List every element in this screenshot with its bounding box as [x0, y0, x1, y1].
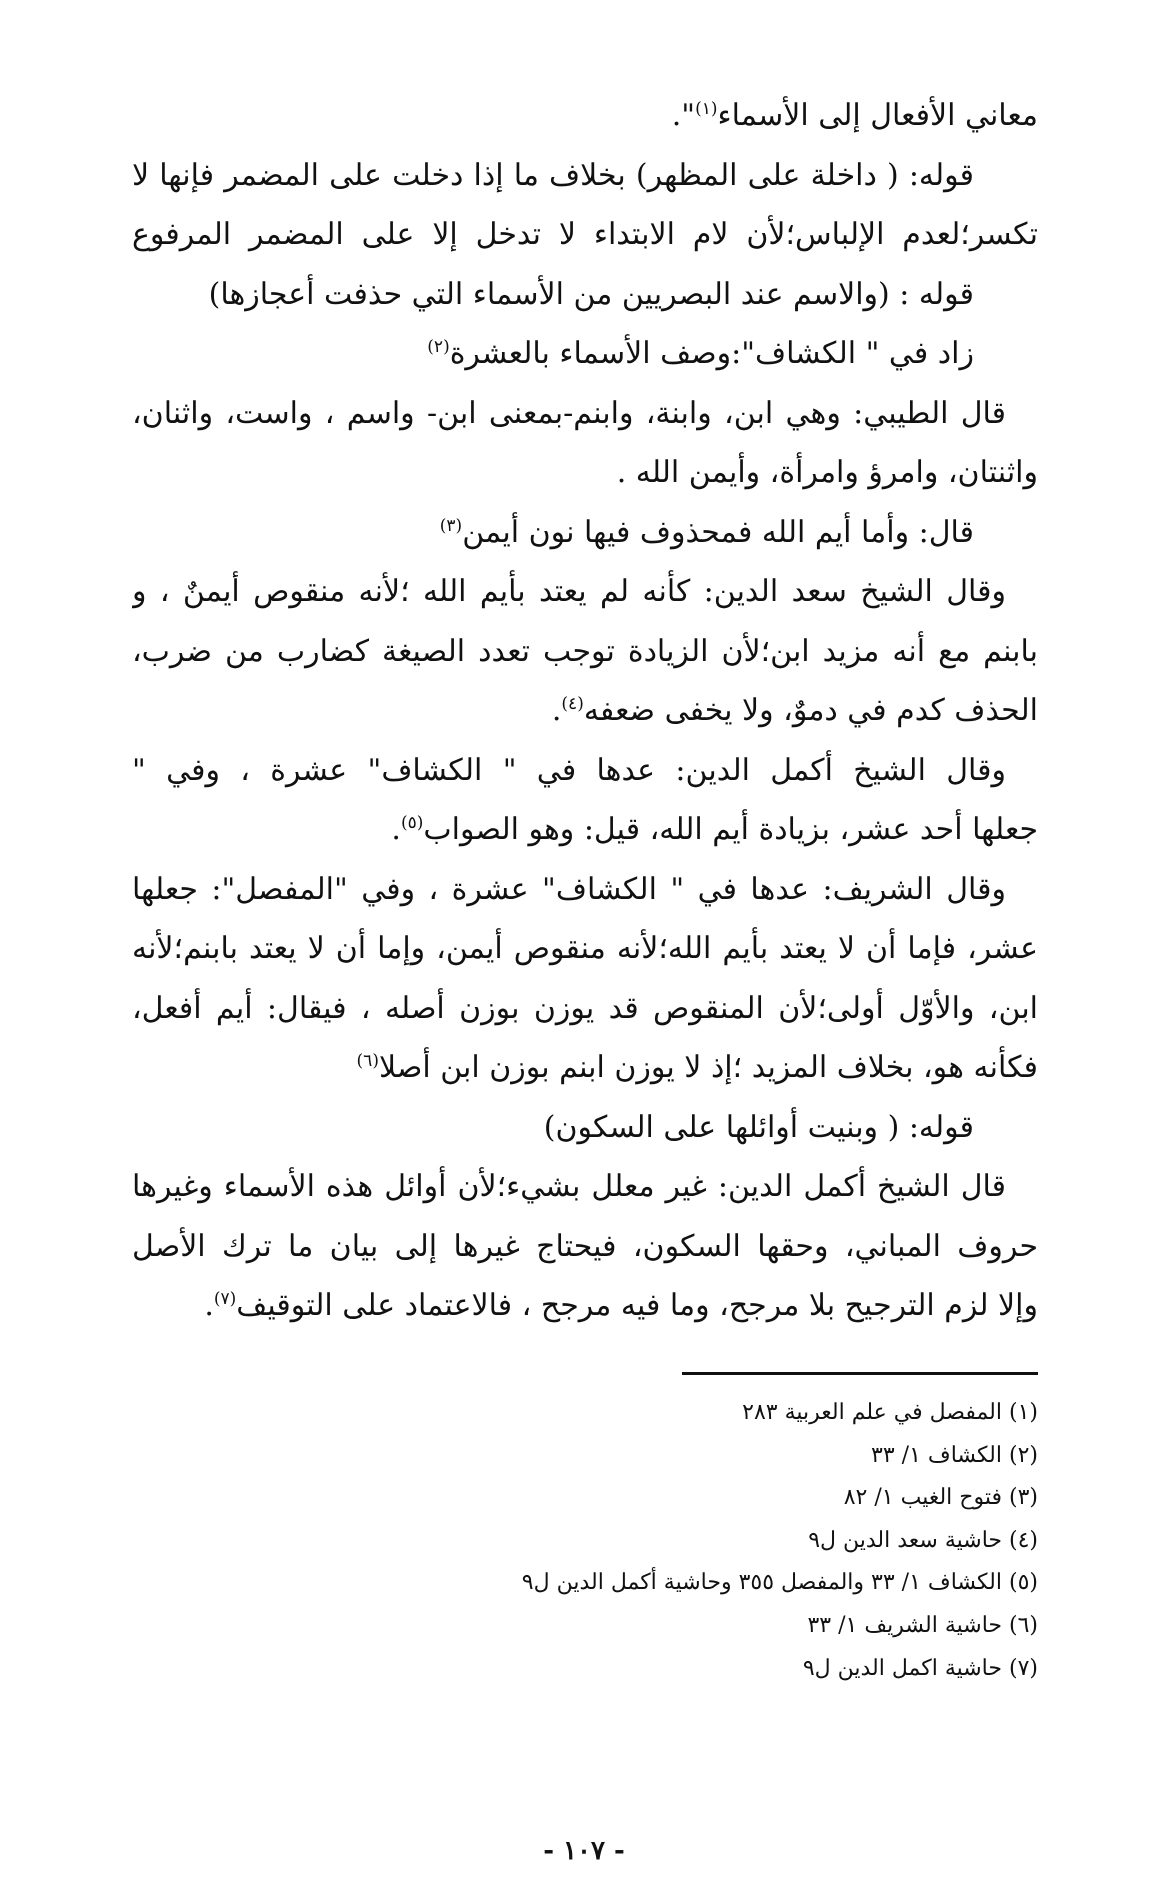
- text-line-3: تكسر؛لعدم الإلباس؛لأن لام الابتداء لا تدخل إلا على المضمر المرفوع: [132, 217, 1038, 252]
- text-line-17: فكأنه هو، بخلاف المزيد ؛إذ لا يوزن ابنم بوزن ابن أصلا$^{(٦)}$: [356, 1050, 1038, 1085]
- footnote-ref-1[interactable]: (١): [695, 99, 718, 119]
- text-line-9: وقال الشيخ سعد الدين: كأنه لم يعتد بأيم الله ؛لأنه منقوص أيمنٌ ، و: [132, 574, 1006, 609]
- footnote-3: (٣) فتوح الغيب ١/ ٨٢: [843, 1485, 1038, 1511]
- footnote-5: (٥) الكشاف ١/ ٣٣ والمفصل ٣٥٥ وحاشية أكمل الدين ل٩: [521, 1570, 1038, 1596]
- main-text: [132, 86, 1038, 1336]
- text-line-21: وإلا لزم الترجيح بلا مرجح، وما فيه مرجح ، فالاعتماد على التوقيف$^{(٧)}$.: [204, 1288, 1038, 1323]
- text-line-8: قال: وأما أيم الله فمحذوف فيها نون أيمن$^{(٣)}$: [439, 514, 974, 550]
- text-line-16: ابن، والأوّل أولى؛لأن المنقوص قد يوزن بوزن أصله ، فيقال: أيم أفعل،: [132, 990, 1038, 1026]
- text-line-2: قوله: ( داخلة على المظهر) بخلاف ما إذا دخلت على المضمر فإنها لا: [132, 157, 974, 193]
- footnote-7: (٧) حاشية اكمل الدين ل٩: [802, 1655, 1038, 1681]
- text-line-10: بابنم مع أنه مزيد ابن؛لأن الزيادة توجب تعدد الصيغة كضارب من ضرب،: [132, 633, 1038, 669]
- text-line-4: قوله : (والاسم عند البصريين من الأسماء التي حذفت أعجازها): [208, 276, 974, 312]
- footnote-ref-7[interactable]: (٧): [213, 1289, 237, 1309]
- text-line-5: زاد في " الكشاف":وصف الأسماء بالعشرة$^{(٢)}$: [427, 336, 974, 371]
- footnote-ref-6[interactable]: (٦): [356, 1051, 379, 1071]
- text-line-7: واثنتان، وامرؤ وامرأة، وأيمن الله .: [616, 455, 1038, 490]
- text-line-19: قال الشيخ أكمل الدين: غير معلل بشيء؛لأن أوائل هذه الأسماء وغيرها: [132, 1169, 1006, 1204]
- footnote-ref-4[interactable]: (٤): [561, 694, 584, 714]
- page-number: - ١٠٧ -: [543, 1836, 625, 1866]
- footnote-ref-2[interactable]: (٢): [427, 337, 450, 357]
- text-line-13: جعلها أحد عشر، بزيادة أيم الله، قيل: وهو الصواب$^{(٥)}$.: [391, 812, 1038, 847]
- text-line-20: حروف المباني، وحقها السكون، فيحتاج غيرها إلى بيان ما ترك الأصل: [132, 1228, 1038, 1264]
- footnote-separator: [682, 1372, 1038, 1375]
- footnotes: [200, 1392, 1038, 1690]
- text-line-15: عشر، فإما أن لا يعتد بأيم الله؛لأنه منقوص أيمن، وإما أن لا يعتد بابنم؛لأنه: [132, 931, 1038, 966]
- text-line-18: قوله: ( وبنيت أوائلها على السكون): [543, 1109, 974, 1145]
- text-line-6: قال الطيبي: وهي ابن، وابنة، وابنم-بمعنى ابن- واسم ، واست، واثنان،: [132, 395, 1006, 431]
- footnote-4: (٤) حاشية سعد الدين ل٩: [808, 1527, 1038, 1553]
- text-line-1: معاني الأفعال إلى الأسماء$^{(١)}$".: [671, 98, 1038, 133]
- footnote-2: (٢) الكشاف ١/ ٣٣: [871, 1442, 1038, 1468]
- text-line-14: وقال الشريف: عدها في " الكشاف" عشرة ، وفي "المفصل": جعلها: [132, 871, 1006, 907]
- text-line-11: الحذف كدم في دموٌ، ولا يخفى ضعفه$^{(٤)}$.: [551, 693, 1038, 728]
- footnote-6: (٦) حاشية الشريف ١/ ٣٣: [807, 1612, 1038, 1638]
- text-line-12: وقال الشيخ أكمل الدين: عدها في " الكشاف" عشرة ، وفي ": [132, 752, 1006, 788]
- footnote-ref-3[interactable]: (٣): [439, 515, 463, 536]
- footnote-1: (١) المفصل في علم العربية ٢٨٣: [742, 1400, 1038, 1425]
- footnote-ref-5[interactable]: (٥): [400, 813, 424, 833]
